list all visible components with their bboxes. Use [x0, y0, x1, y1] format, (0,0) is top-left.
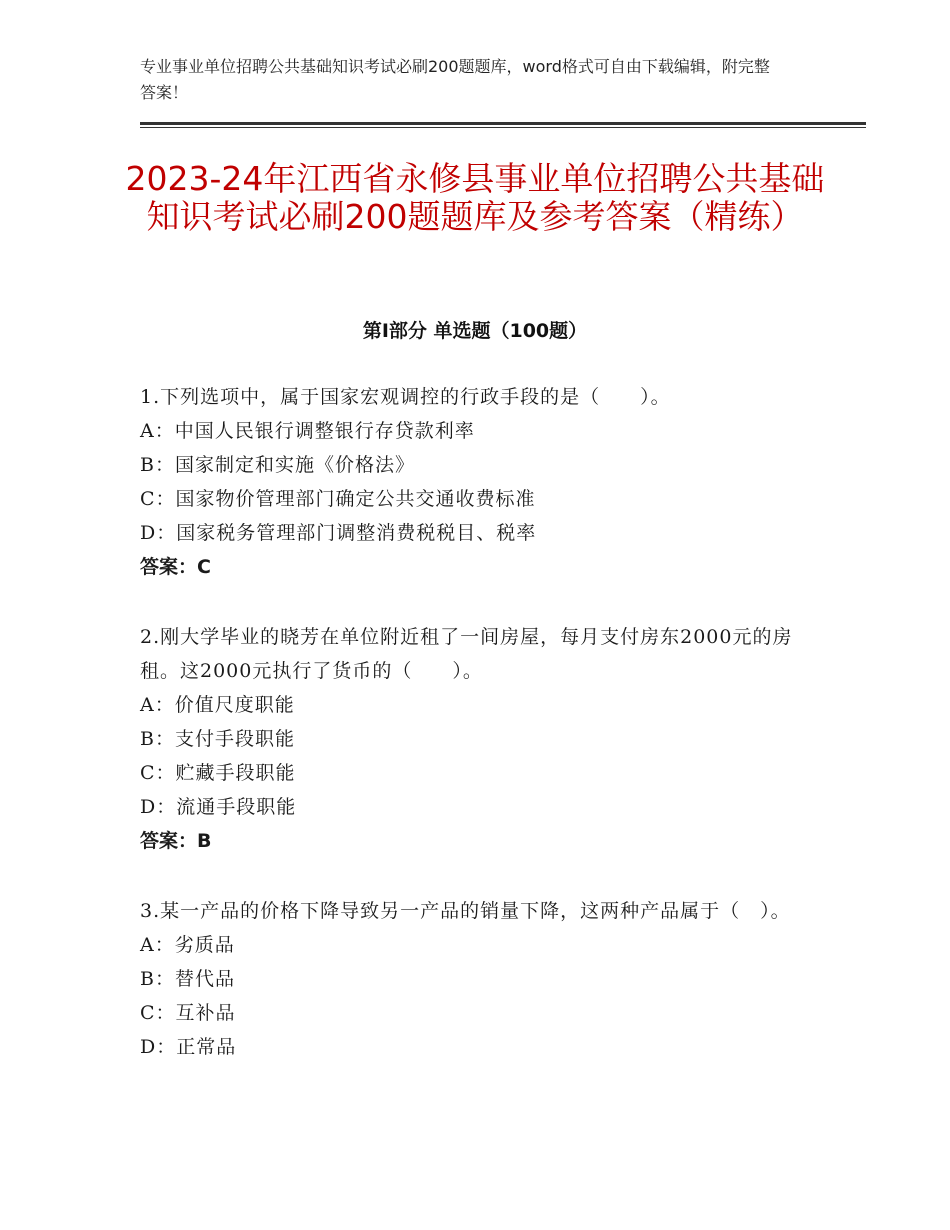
option-c: C：贮藏手段职能: [140, 762, 296, 784]
document-title: 2023-24年江西省永修县事业单位招聘公共基础知识考试必刷200题题库及参考答案（精练）: [125, 159, 825, 236]
option-a: A：价值尺度职能: [140, 694, 295, 716]
question-list: [140, 380, 820, 1100]
option-d: D：国家税务管理部门调整消费税税目、税率: [140, 522, 537, 544]
option-a: A：中国人民银行调整银行存贷款利率: [140, 420, 475, 442]
option-d: D：正常品: [140, 1036, 237, 1058]
option-a: A：劣质品: [140, 934, 235, 956]
section-title: 第Ⅰ部分 单选题（100题）: [362, 320, 588, 342]
question-3: [140, 894, 820, 1064]
option-b: B：国家制定和实施《价格法》: [140, 454, 415, 476]
question-2: [140, 620, 820, 858]
option-d: D：流通手段职能: [140, 796, 297, 818]
question-stem: 1.下列选项中，属于国家宏观调控的行政手段的是（ ）。: [140, 386, 671, 408]
answer: 答案：B: [140, 830, 212, 852]
question-stem: 2.刚大学毕业的晓芳在单位附近租了一间房屋，每月支付房东2000元的房租。这2000元执行了货币的（ ）。: [140, 626, 793, 682]
header-divider-thick: [140, 122, 866, 125]
question-stem: 3.某一产品的价格下降导致另一产品的销量下降，这两种产品属于（ ）。: [140, 900, 791, 922]
option-b: B：支付手段职能: [140, 728, 295, 750]
option-b: B：替代品: [140, 968, 235, 990]
option-c: C：互补品: [140, 1002, 236, 1024]
answer: 答案：C: [140, 556, 211, 578]
header-divider-thin: [140, 127, 866, 128]
header-note: 专业事业单位招聘公共基础知识考试必刷200题题库，word格式可自由下载编辑，附完整答案！: [140, 57, 770, 102]
question-1: [140, 380, 820, 584]
option-c: C：国家物价管理部门确定公共交通收费标准: [140, 488, 536, 510]
